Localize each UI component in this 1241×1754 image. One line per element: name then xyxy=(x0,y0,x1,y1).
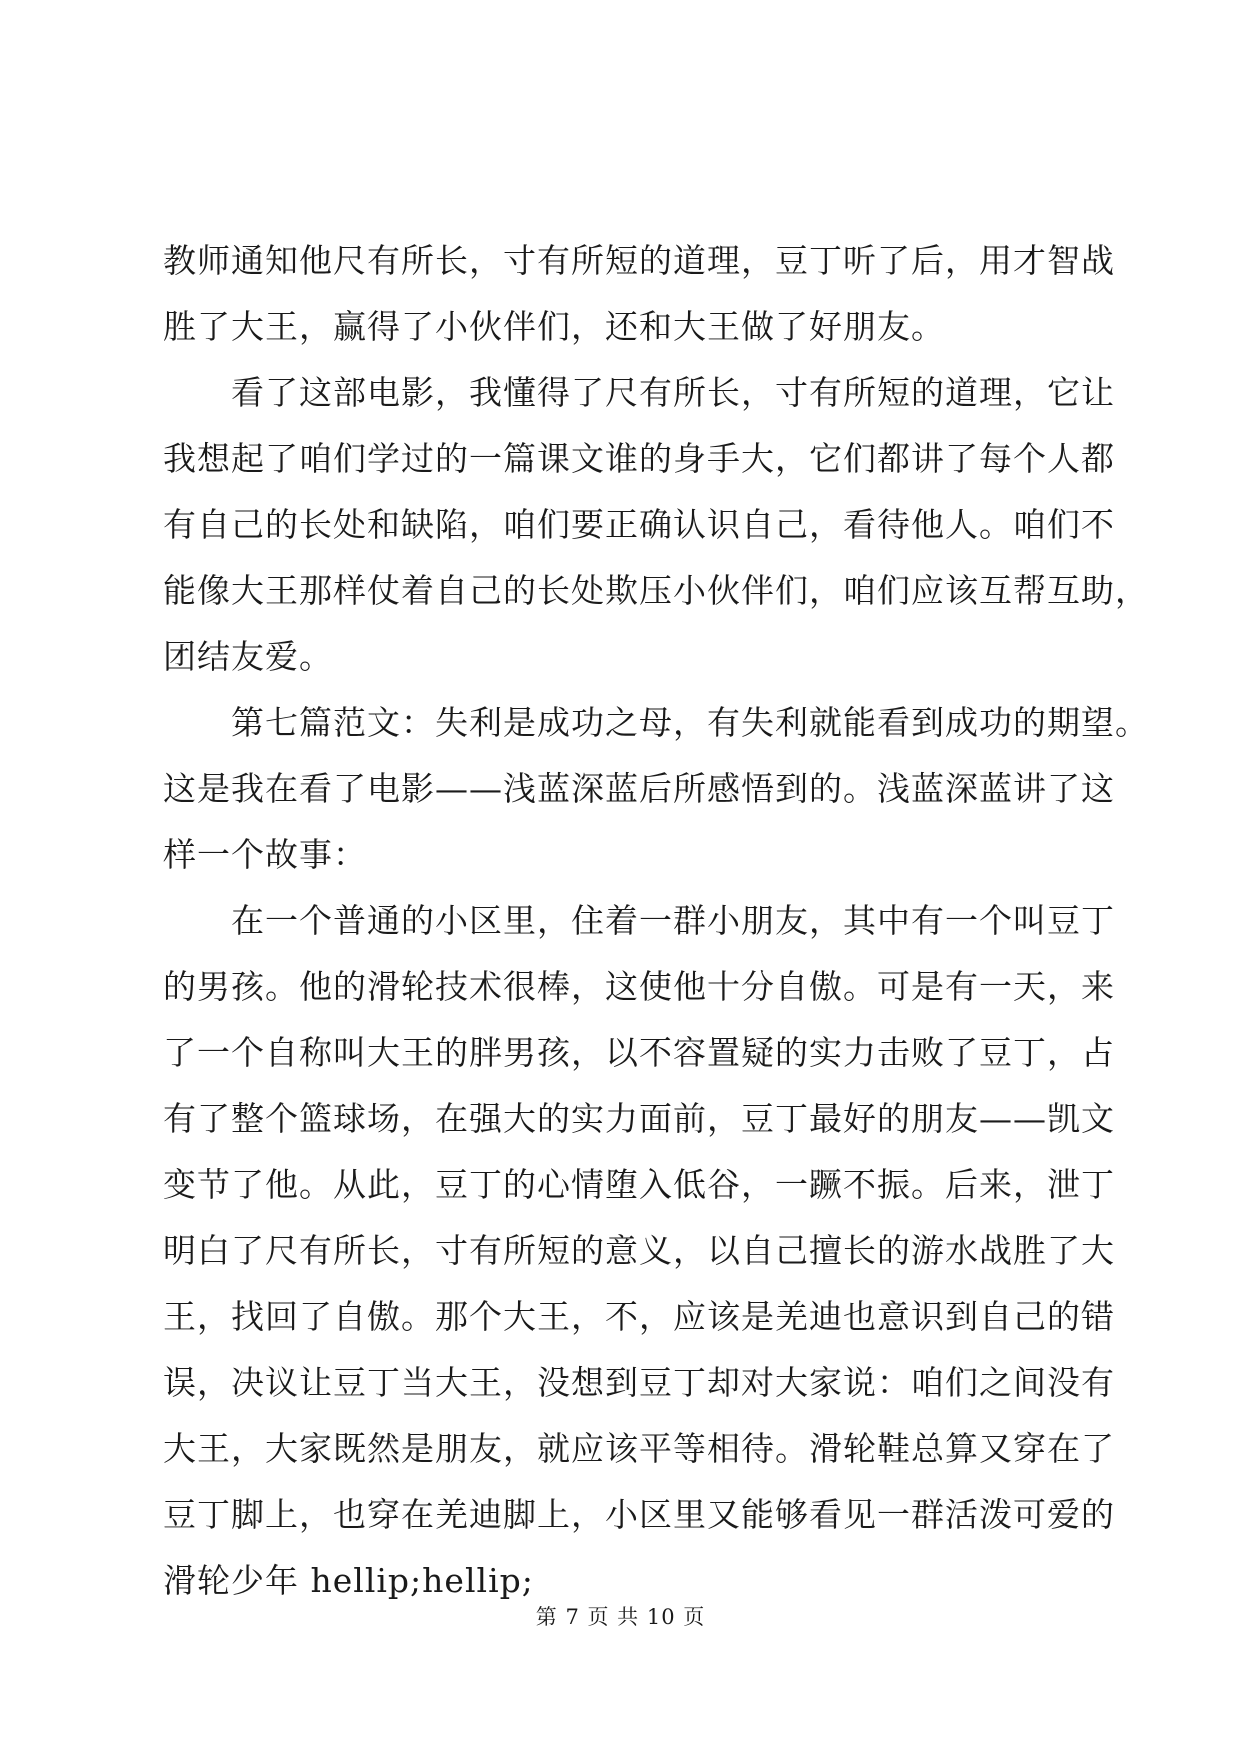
text-line: 第七篇范文：失利是成功之母，有失利就能看到成功的期望。 xyxy=(231,703,1149,742)
text-line: 我想起了咱们学过的一篇课文谁的身手大，它们都讲了每个人都 xyxy=(163,439,1115,478)
page-number-footer: 第 7 页 共 10 页 xyxy=(535,1605,706,1629)
text-line: 明白了尺有所长，寸有所短的意义，以自己擅长的游水战胜了大 xyxy=(163,1231,1115,1270)
text-line: 变节了他。从此，豆丁的心情堕入低谷，一蹶不振。后来，泄丁 xyxy=(163,1165,1115,1204)
text-line: 大王，大家既然是朋友，就应该平等相待。滑轮鞋总算又穿在了 xyxy=(163,1429,1115,1468)
text-line: 能像大王那样仗着自己的长处欺压小伙伴们，咱们应该互帮互助， xyxy=(163,571,1149,610)
text-line: 看了这部电影，我懂得了尺有所长，寸有所短的道理，它让 xyxy=(231,373,1115,412)
text-line: 误，决议让豆丁当大王，没想到豆丁却对大家说：咱们之间没有 xyxy=(163,1363,1115,1402)
text-line: 的男孩。他的滑轮技术很棒，这使他十分自傲。可是有一天，来 xyxy=(163,967,1115,1006)
text-line: 团结友爱。 xyxy=(163,637,333,676)
document-body xyxy=(163,228,1149,1614)
text-line: 豆丁脚上，也穿在羌迪脚上，小区里又能够看见一群活泼可爱的 xyxy=(163,1495,1115,1534)
text-line: 有了整个篮球场，在强大的实力面前，豆丁最好的朋友——凯文 xyxy=(163,1099,1115,1138)
text-line: 样一个故事： xyxy=(163,835,367,874)
text-line: 胜了大王，赢得了小伙伴们，还和大王做了好朋友。 xyxy=(163,307,945,346)
text-line: 教师通知他尺有所长，寸有所短的道理，豆丁听了后，用才智战 xyxy=(163,241,1115,280)
text-line: 了一个自称叫大王的胖男孩，以不容置疑的实力击败了豆丁，占 xyxy=(163,1033,1115,1072)
text-line: 滑轮少年 hellip;hellip; xyxy=(163,1561,534,1600)
text-line: 在一个普通的小区里，住着一群小朋友，其中有一个叫豆丁 xyxy=(231,901,1115,940)
text-line: 有自己的长处和缺陷，咱们要正确认识自己，看待他人。咱们不 xyxy=(163,505,1115,544)
text-line: 这是我在看了电影——浅蓝深蓝后所感悟到的。浅蓝深蓝讲了这 xyxy=(163,769,1115,808)
text-line: 王，找回了自傲。那个大王，不，应该是羌迪也意识到自己的错 xyxy=(163,1297,1115,1336)
